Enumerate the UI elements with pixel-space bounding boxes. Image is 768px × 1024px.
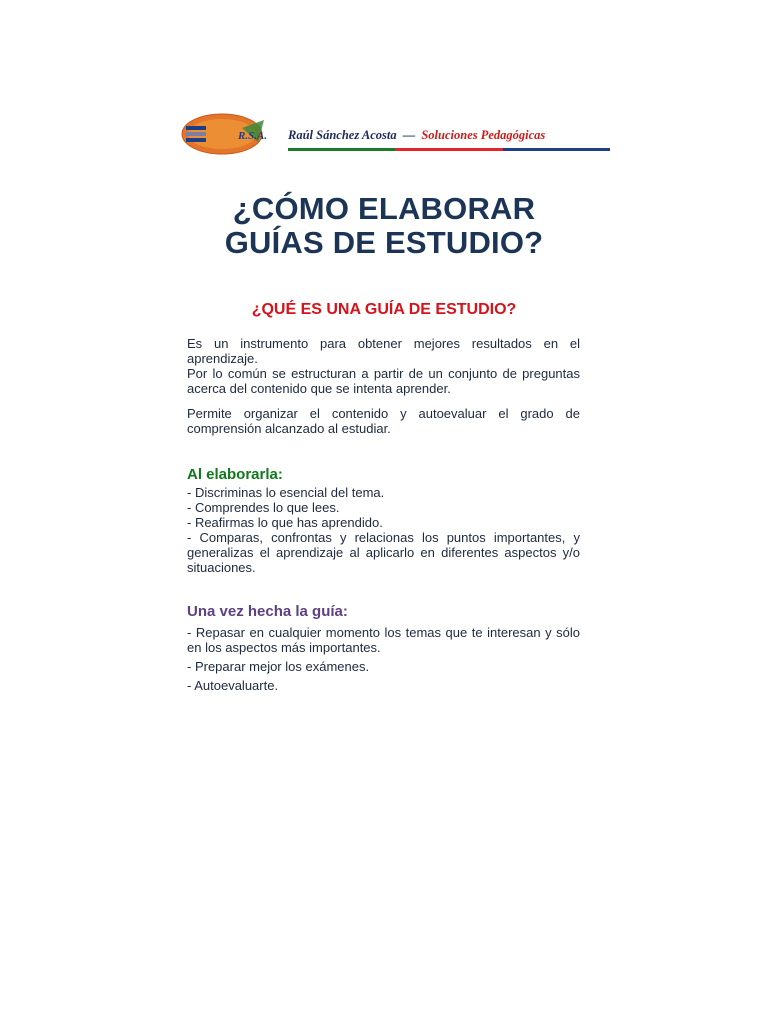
intro-sentence-1: Es un instrumento para obtener mejores resultados en el aprendizaje. xyxy=(187,336,580,366)
page-title xyxy=(150,192,618,260)
una-vez-list xyxy=(187,625,580,697)
intro-sentence-2: Por lo común se estructuran a partir de un conjunto de preguntas acerca del contenido que se intenta aprender. xyxy=(187,366,580,396)
intro-paragraph-2: Permite organizar el contenido y autoevaluar el grado de comprensión alcanzado al estudiar. xyxy=(187,406,580,436)
rule-green xyxy=(288,148,395,151)
rule-blue xyxy=(503,148,610,151)
author-line xyxy=(288,128,545,143)
list-item: - Discriminas lo esencial del tema. xyxy=(187,485,385,500)
al-elaborarla-list xyxy=(187,485,580,575)
document-header xyxy=(180,108,608,158)
list-item: - Comprendes lo que lees. xyxy=(187,500,340,515)
section-title: ¿QUÉ ES UNA GUÍA DE ESTUDIO? xyxy=(251,301,517,318)
list-item: - Autoevaluarte. xyxy=(187,678,279,693)
intro-paragraph-1 xyxy=(187,336,580,396)
una-vez-heading: Una vez hecha la guía: xyxy=(187,603,348,620)
brand-name: Soluciones Pedagógicas xyxy=(421,128,546,142)
author-name: Raúl Sánchez Acosta xyxy=(288,128,397,142)
page-title-line-2: GUÍAS DE ESTUDIO? xyxy=(224,225,544,260)
al-elaborarla-heading: Al elaborarla: xyxy=(187,466,283,483)
list-item: - Reafirmas lo que has aprendido. xyxy=(187,515,383,530)
page-title-line-1: ¿CÓMO ELABORAR xyxy=(232,191,536,226)
rule-red xyxy=(395,148,502,151)
list-item: - Repasar en cualquier momento los temas que te interesan y sólo en los aspectos más importantes. xyxy=(187,625,580,655)
list-item: - Comparas, confrontas y relacionas los puntos importantes, y generalizas el aprendizaje al aplicarlo en diferentes aspectos y/o situaciones. xyxy=(187,530,580,575)
header-color-rule xyxy=(288,148,610,151)
header-dash: — xyxy=(402,128,416,142)
rsa-logo-icon xyxy=(180,112,288,156)
list-item: - Preparar mejor los exámenes. xyxy=(187,659,370,674)
svg-text:R.S.A.: R.S.A. xyxy=(238,130,268,142)
